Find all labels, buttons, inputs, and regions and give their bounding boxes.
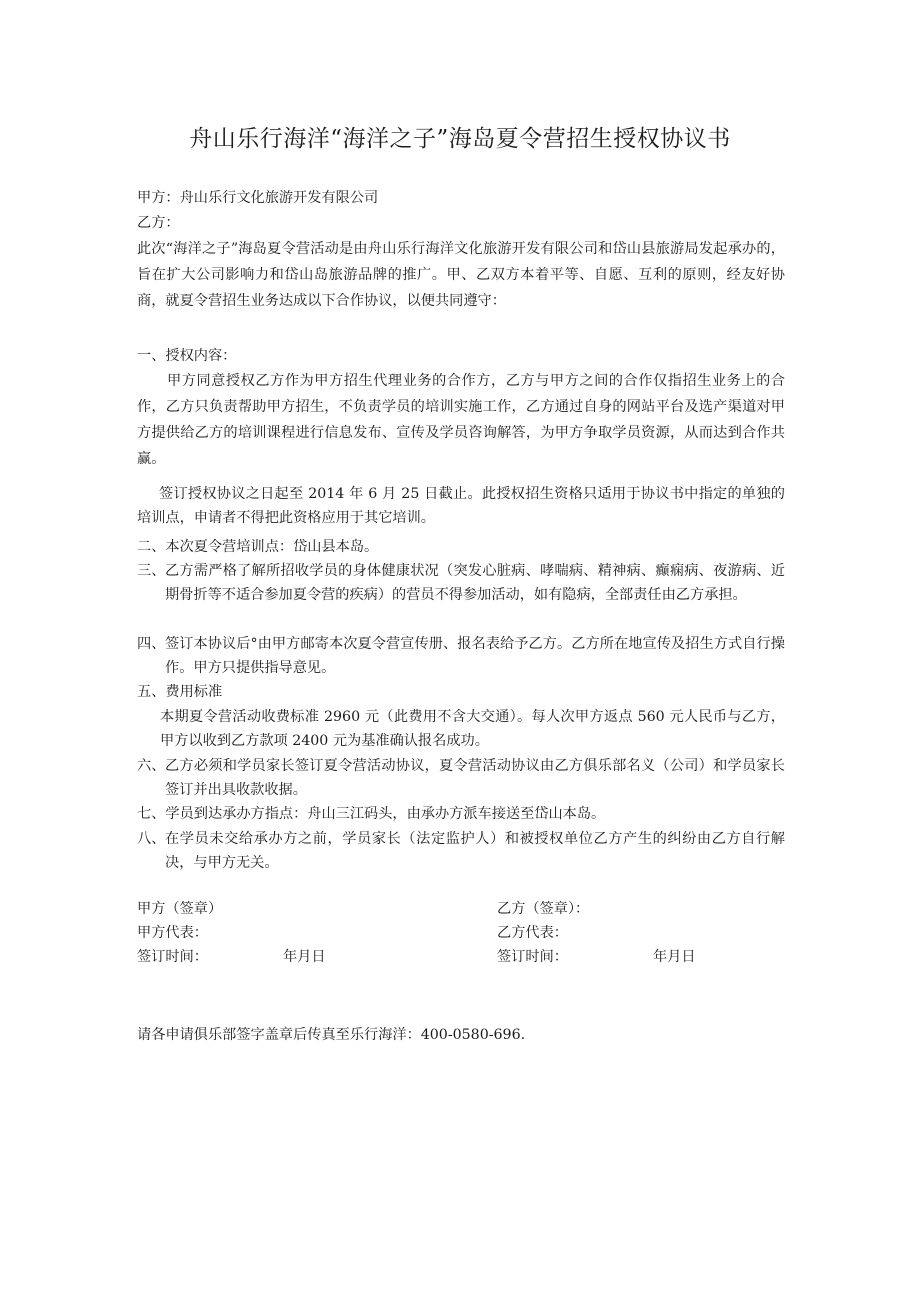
party-b-date-placeholder: 年月日 [653, 949, 696, 965]
section-1-paragraph-1: 甲方同意授权乙方作为甲方招生代理业务的合作方，乙方与甲方之间的合作仅指招生业务上的合作，乙方只负责帮助甲方招生，不负责学员的培训实施工作，乙方通过自身的网站平台及选产渠道对甲方提供给乙方的培训课程进行信息发布、宣传及学员咨询解答，为甲方争取学员资源，从而达到合作共赢。 [137, 373, 785, 467]
document-title: 舟山乐行海洋“海洋之子”海岛夏令营招生授权协议书 [189, 126, 731, 152]
party-a-representative-label: 甲方代表： [137, 925, 208, 941]
party-a-date-placeholder: 年月日 [283, 949, 326, 965]
section-8 [137, 827, 785, 875]
intro-paragraph: 此次“海洋之子”海岛夏令营活动是由舟山乐行海洋文化旅游开发有限公司和岱山县旅游局发起承办的，旨在扩大公司影响力和岱山岛旅游品牌的推广。甲、乙双方本着平等、自愿、互利的原则，经友好协商，就夏令营招生业务达成以下合作协议，以便共同遵守： [137, 241, 785, 309]
party-b-representative-label: 乙方代表： [497, 925, 568, 941]
section-1-heading: 一、授权内容： [137, 348, 237, 364]
section-1-paragraph-2: 签订授权协议之日起至 2014 年 6 月 25 日截止。此授权招生资格只适用于协议书中指定的单独的培训点，申请者不得把此资格应用于其它培训。 [137, 486, 785, 526]
section-8-body: 在学员未交给承办方之前，学员家长（法定监护人）和被授权单位乙方产生的纠纷由乙方自行解决，与甲方无关。 [165, 831, 785, 871]
section-5-body: 本期夏令营活动收费标准 2960 元（此费用不含大交通）。每人次甲方返点 560 元人民币与乙方，甲方以收到乙方款项 2400 元为基准确认报名成功。 [160, 709, 785, 749]
party-b-seal-label: 乙方（签章）： [497, 901, 590, 917]
section-4-number: 四、 [137, 636, 166, 652]
section-5-heading: 五、费用标准 [137, 684, 223, 700]
party-a-signing-time-label: 签订时间： [137, 949, 208, 965]
party-b-line: 乙方： [137, 215, 180, 231]
section-8-number: 八、 [137, 831, 166, 847]
section-2: 二、本次夏令营培训点：岱山县本岛。 [137, 539, 379, 555]
section-4-body: 签订本协议后°由甲方邮寄本次夏令营宣传册、报名表给予乙方。乙方所在地宣传及招生方式自行操作。甲方只提供指导意见。 [165, 636, 785, 676]
party-b-signing-time-label: 签订时间： [497, 949, 568, 965]
party-a-line: 甲方：舟山乐行文化旅游开发有限公司 [137, 190, 379, 206]
section-3-number: 三、 [137, 563, 166, 579]
section-6 [137, 754, 785, 802]
section-6-number: 六、 [137, 758, 166, 774]
section-7: 七、学员到达承办方指点：舟山三江码头，由承办方派车接送至岱山本岛。 [137, 806, 606, 822]
section-6-body: 乙方必须和学员家长签订夏令营活动协议，夏令营活动协议由乙方俱乐部名义（公司）和学员家长签订并出具收款收据。 [165, 758, 785, 798]
section-4 [137, 632, 785, 680]
party-a-seal-label: 甲方（签章） [137, 901, 223, 917]
section-3-body: 乙方需严格了解所招收学员的身体健康状况（突发心脏病、哮喘病、精神病、癫痫病、夜游病、近期骨折等不适合参加夏令营的疾病）的营员不得参加活动，如有隐病，全部责任由乙方承担。 [165, 563, 785, 603]
section-5 [160, 705, 785, 753]
footer-fax-note: 请各申请俱乐部签字盖章后传真至乐行海洋：400-0580-696. [137, 1027, 526, 1043]
section-3 [137, 559, 785, 607]
